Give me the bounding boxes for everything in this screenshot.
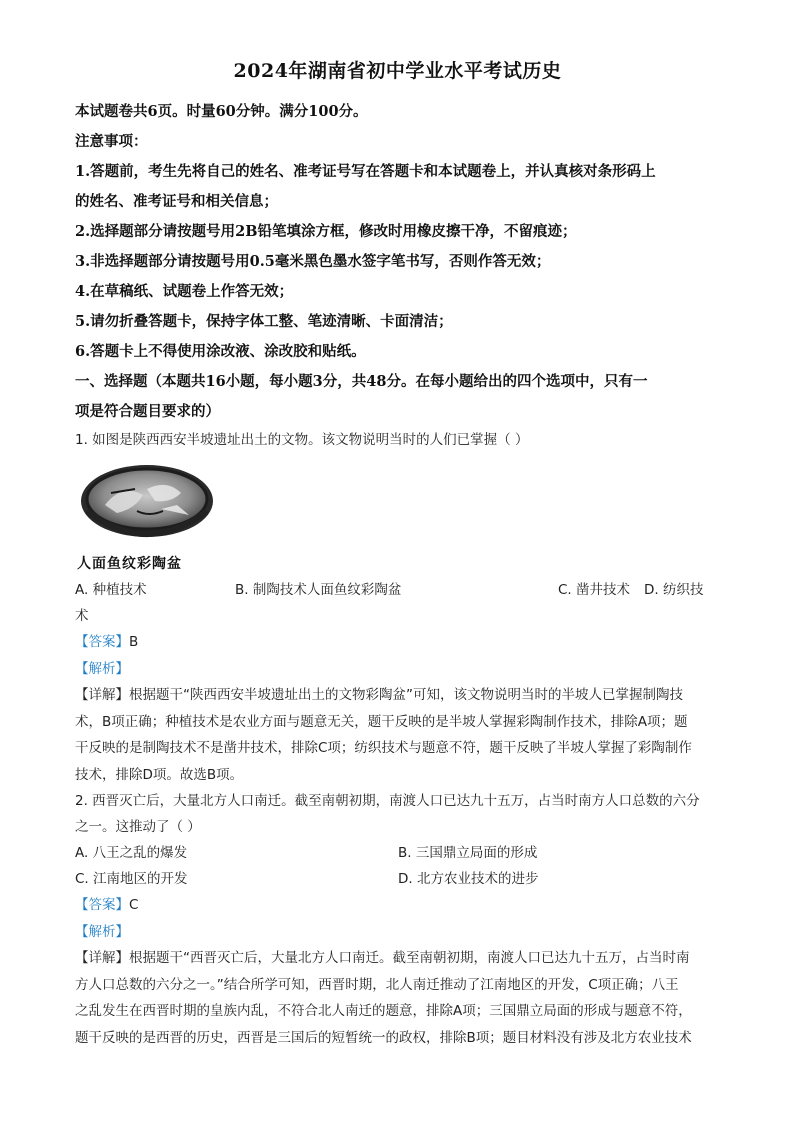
q2-stem-cont: 之一。这推动了（ ） [75,819,201,835]
analysis-tag: 【解析】 [75,923,129,940]
q2-option-b: B. 三国鼎立局面的形成 [398,845,538,861]
q2-detail-line: 题干反映的是西晋的历史，西晋是三国后的短暂统一的政权，排除B项；题目材料没有涉及北方农业技术 [75,1029,692,1046]
q1-option-c: C. 凿井技术 [558,582,631,598]
q2-options [75,840,720,892]
q1-detail-line: 技术，排除D项。故选B项。 [75,766,244,783]
page-title: 2024年湖南省初中学业水平考试历史 [233,60,562,82]
q2-detail-line [75,945,720,972]
note-line: 的姓名、准考证号和相关信息； [75,193,278,210]
section-heading-cont: 项是符合题目要求的） [75,403,220,420]
q2-stem: 2. 西晋灭亡后，大量北方人口南迁。截至南朝初期，南渡人口已达九十五万，占当时南方人口总数的六分 [75,793,700,809]
analysis-tag: 【解析】 [75,660,129,677]
q2-answer [75,892,720,919]
painted-pottery-basin-image [77,461,217,547]
q1-options [75,577,720,603]
exam-intro: 本试题卷共6页。时量60分钟。满分100分。 [75,103,368,120]
answer-value: B [129,634,139,650]
section-heading: 一、选择题（本题共16小题，每小题3分，共48分。在每小题给出的四个选项中，只有一 [75,373,648,390]
q2-option-d: D. 北方农业技术的进步 [398,871,539,887]
q1-detail-line: 干反映的是制陶技术不是凿井技术，排除C项；纺织技术与题意不符，题干反映了半坡人掌握了彩陶制作 [75,740,692,756]
answer-tag: 【答案】 [75,634,129,650]
q1-option-d: D. 纺织技 [644,582,704,598]
q1-answer [75,629,720,656]
detail-text: 根据题干“西晋灭亡后，大量北方人口南迁。截至南朝初期，南渡人口已达九十五万，占当时南 [129,950,690,966]
answer-value: C [129,897,139,913]
figure-caption: 人面鱼纹彩陶盆 [77,556,182,572]
q2-option-c: C. 江南地区的开发 [75,871,188,887]
detail-tag: 【详解】 [75,950,129,966]
q1-option-wrap: 术 [75,608,89,624]
notes-heading: 注意事项： [75,133,148,150]
note-line: 5.请勿折叠答题卡，保持字体工整、笔迹清晰、卡面清洁； [75,313,453,330]
exam-page [75,50,720,1051]
q1-stem: 1. 如图是陕西西安半坡遗址出土的文物。该文物说明当时的人们已掌握（ ） [75,432,529,448]
note-line: 6.答题卡上不得使用涂改液、涂改胶和贴纸。 [75,343,366,360]
note-line: 4.在草稿纸、试题卷上作答无效； [75,283,294,300]
detail-tag: 【详解】 [75,687,129,703]
answer-tag: 【答案】 [75,897,129,913]
note-line: 3.非选择题部分请按题号用0.5毫米黑色墨水签字笔书写，否则作答无效； [75,253,551,270]
note-line: 2.选择题部分请按题号用2B铅笔填涂方框，修改时用橡皮擦干净，不留痕迹； [75,223,577,240]
q1-analysis [75,656,720,683]
q2-analysis [75,919,720,946]
q1-figure [77,461,217,573]
q1-option-a: A. 种植技术 [75,582,147,598]
q2-detail-line: 之乱发生在西晋时期的皇族内乱，不符合北人南迁的题意，排除A项；三国鼎立局面的形成与题意不符， [75,1003,692,1019]
detail-text: 根据题干“陕西西安半坡遗址出土的文物彩陶盆”可知，该文物说明当时的半坡人已掌握制陶技 [129,687,683,703]
q1-detail-line [75,682,720,709]
q2-detail-line: 方人口总数的六分之一。”结合所学可知，西晋时期，北人南迁推动了江南地区的开发，C项正确；八王 [75,976,679,993]
q2-option-a: A. 八王之乱的爆发 [75,845,188,861]
q1-detail-line: 术，B项正确；种植技术是农业方面与题意无关，题干反映的是半坡人掌握彩陶制作技术，排除A项；题 [75,713,688,730]
q1-option-b: B. 制陶技术人面鱼纹彩陶盆 [235,582,402,598]
note-line: 1.答题前，考生先将自己的姓名、准考证号写在答题卡和本试题卷上，并认真核对条形码上 [75,163,656,180]
